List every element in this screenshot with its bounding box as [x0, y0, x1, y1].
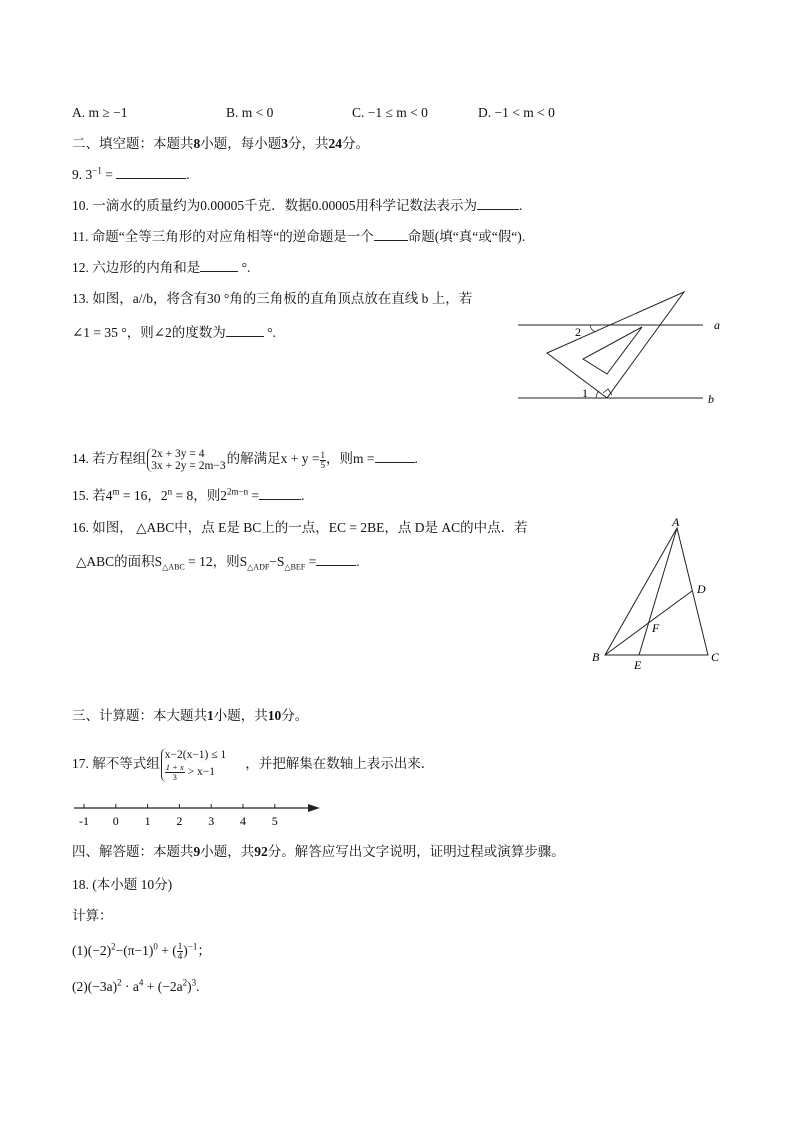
answer-blank[interactable] — [116, 166, 186, 179]
question-15: 15. 若$4^m = 16$，$2^n = 8$，则$2^{2m-n}$ = . — [72, 486, 305, 503]
number-line-arrow — [308, 804, 320, 812]
section-4-header: 四、解答题：本题共9小题，共92分。解答应写出文字说明，证明过程或演算步骤。 — [72, 844, 565, 859]
answer-blank[interactable] — [200, 259, 238, 272]
number-line-label: 5 — [271, 814, 278, 828]
question-17: 17. 解不等式组 x−2(x−1) ≤ 1 $\frac{1 + x}{3}$ > x−1 ，并把解集在数轴上表示出来． — [72, 749, 435, 782]
triangle-abc — [605, 528, 708, 655]
number-line-label: 1 — [144, 814, 151, 828]
label-D: D — [697, 582, 706, 596]
question-12: 12. 六边形的内角和是 °. — [72, 260, 251, 275]
label-2: 2 — [575, 325, 581, 339]
number-line-label: 3 — [208, 814, 215, 828]
question-9: 9. $3^{-1}$ = . — [72, 165, 190, 182]
question-18-instruction: 计算： — [72, 908, 113, 923]
label-A: A — [672, 515, 680, 529]
question-16-line1: 16. 如图， △ABC中，点 E是 BC上的一点，EC = 2BE，点 D是 AC的中点．若 — [72, 520, 528, 535]
question-13-line2: ∠1 = 35 °，则∠2的度数为 °. — [72, 325, 276, 340]
option-b: B. m < 0 — [226, 105, 274, 120]
question-18-part2: $(2)(-3a)^2 \cdot a^4 + (-2a^2)^3$. — [72, 977, 200, 994]
answer-blank[interactable] — [375, 450, 415, 463]
inequality-system: x−2(x−1) ≤ 1 $\frac{1 + x}{3}$ > x−1 — [161, 748, 226, 782]
question-11: 11. 命题“全等三角形的对应角相等“的逆命题是一个 命题(填“真“或“假“). — [72, 229, 526, 244]
answer-blank[interactable] — [374, 228, 408, 241]
set-square-inner — [583, 327, 642, 374]
angle-2-arc — [590, 325, 596, 332]
angle-1-arc — [596, 391, 599, 398]
answer-blank[interactable] — [226, 324, 264, 337]
number-line-label: -1 — [79, 814, 89, 828]
question-18-part1: $(1)(-2)^2-(\pi-1)^0$ + ( $\frac{1}{4}$ )$^{-1}$； — [72, 941, 211, 962]
segment-bd — [605, 591, 692, 655]
equation-system: 2x + 3y = 4 3x + 2y = 2m−3 — [147, 448, 225, 472]
label-a: a — [714, 318, 720, 332]
label-b: b — [708, 392, 714, 406]
number-line — [68, 798, 328, 830]
right-angle-mark — [603, 389, 612, 395]
option-c: C. −1 ≤ m < 0 — [352, 105, 428, 120]
number-line-label: 4 — [240, 814, 246, 828]
segment-ae — [639, 528, 677, 655]
label-B: B — [592, 650, 600, 664]
section-2-header: 二、填空题：本题共8小题，每小题3分，共24分。 — [72, 136, 369, 151]
option-a: A. m ≥ −1 — [72, 105, 128, 120]
question-16-line2: △ABC的面积$S_{\triangle ABC} = 12$，则$S_{\triangle ADF}-S_{\triangle BEF}$ = . — [76, 554, 360, 572]
number-line-label: 2 — [176, 814, 183, 828]
number-line-label: 0 — [112, 814, 119, 828]
answer-blank[interactable] — [316, 553, 356, 566]
set-square-outer — [547, 292, 684, 398]
figure-triangle-abc — [585, 512, 725, 672]
answer-blank[interactable] — [259, 487, 301, 500]
answer-blank[interactable] — [477, 197, 519, 210]
label-1: 1 — [582, 386, 588, 400]
label-E: E — [634, 658, 642, 672]
question-18-title: 18. (本小题 10分) — [72, 877, 173, 892]
question-14: 14. 若方程组 2x + 3y = 4 3x + 2y = 2m−3 的解满足x + y = $\frac{1}{5}$ ，则m = . — [72, 448, 418, 472]
label-C: C — [711, 650, 720, 664]
section-3-header: 三、计算题：本大题共1小题，共10分。 — [72, 708, 309, 723]
label-F: F — [652, 621, 660, 635]
question-10: 10. 一滴水的质量约为0.00005千克．数据0.00005用科学记数法表示为 . — [72, 198, 523, 213]
question-13-line1: 13. 如图，a//b，将含有30 °角的三角板的直角顶点放在直线 b 上，若 — [72, 291, 473, 306]
option-d: D. −1 < m < 0 — [478, 105, 555, 120]
figure-parallel-lines-triangle — [510, 285, 730, 410]
